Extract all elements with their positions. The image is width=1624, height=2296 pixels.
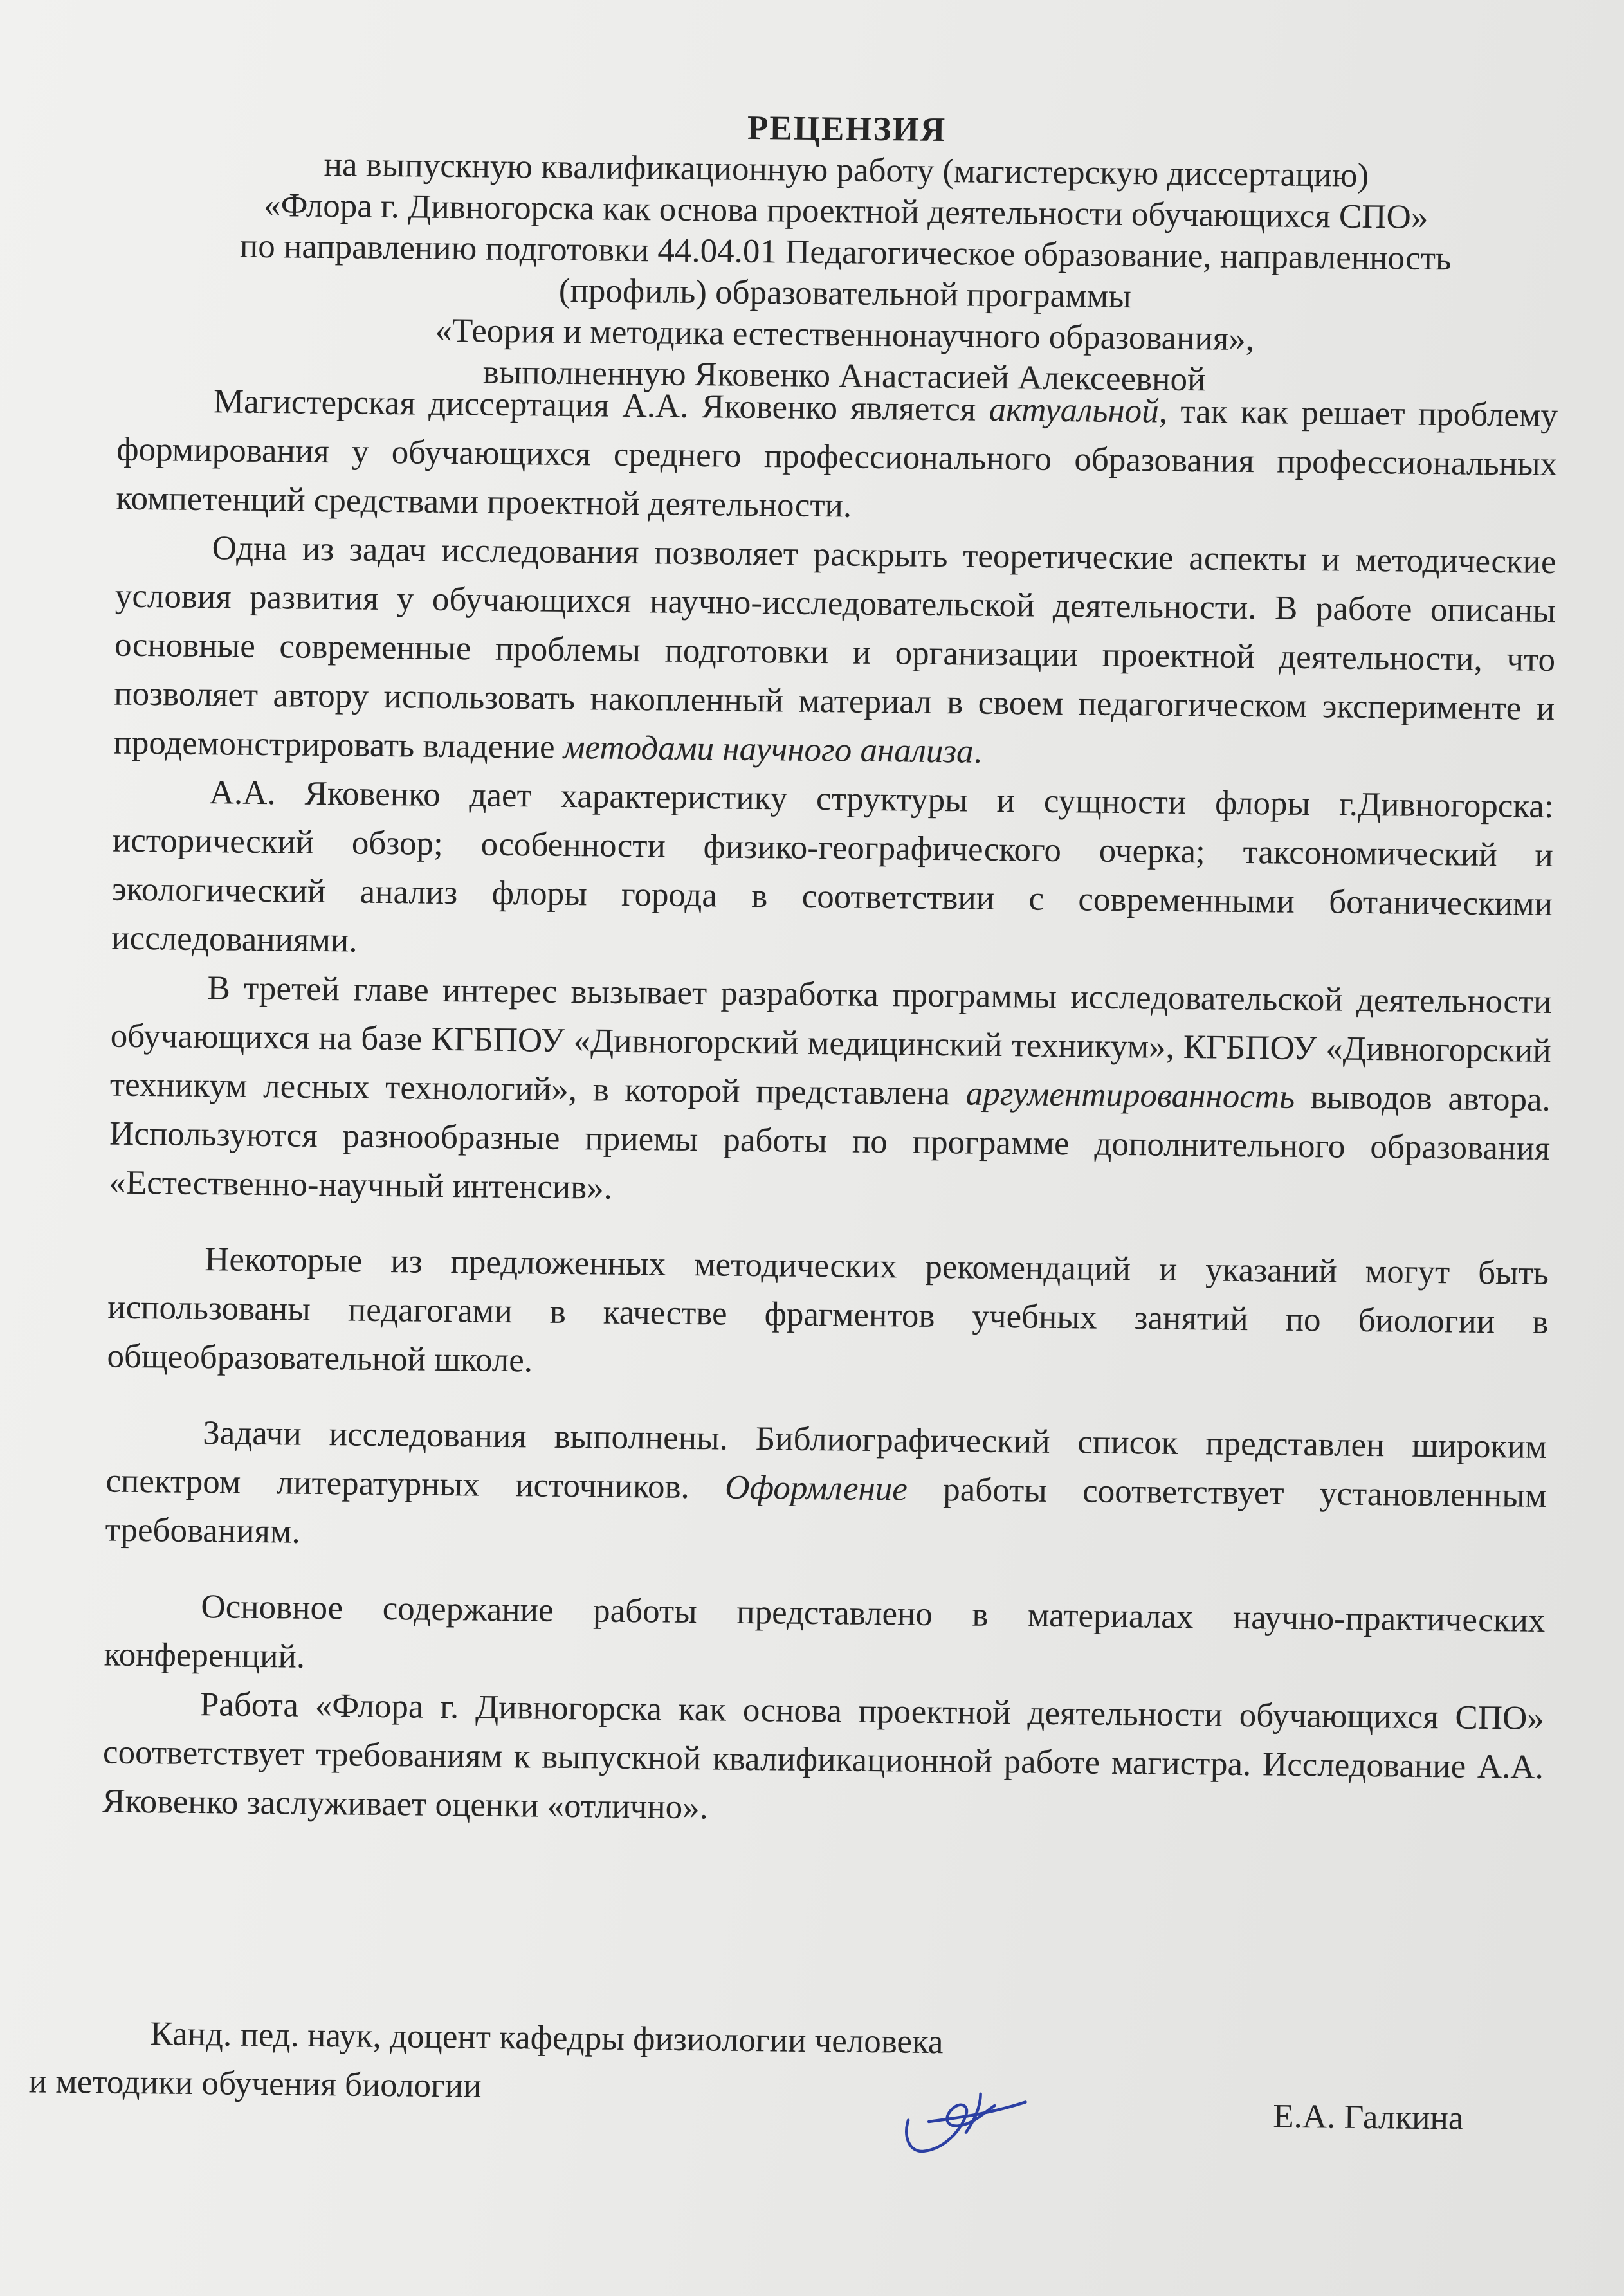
header-line-direction: по направлению подготовки 44.04.01 Педагогическое образование, направленность: [239, 227, 1452, 278]
text-run: Основное содержание работы представлено в материалах научно-практических конференций.: [104, 1588, 1546, 1675]
document-title: РЕЦЕНЗИЯ: [747, 109, 947, 149]
emphasis-text: методами научного анализа: [563, 728, 974, 770]
document-header: [156, 101, 1535, 403]
text-run: Работа «Флора г. Дивногорска как основа проектной деятельности обучающихся СПО» соответствует требованиям к выпускной квалификационной работе магистра. Исследование А.А. Яковенко заслуживает оценки «отлично».: [102, 1686, 1545, 1827]
paragraph-flora: [111, 767, 1554, 978]
paragraph-conferences: [104, 1581, 1545, 1694]
header-line-subject: на выпускную квалификационную работу (магистерскую диссертацию): [324, 145, 1369, 194]
text-run: так как решает проблему формирования у обучающихся среднего профессионального образования профессиональных компетенций средствами проектной деятельности.: [116, 392, 1558, 525]
paragraph-recommendations: [107, 1234, 1549, 1396]
paragraph-completion: [105, 1408, 1547, 1569]
emphasis-text: актуальной,: [989, 390, 1168, 430]
text-run: Одна из задач исследования позволяет раскрыть теоретические аспекты и методические условия развития у обучающихся научно-исследовательской деятельности. В работе описаны основные современные проблемы подготовки и организации проектной деятельности, что позволяет автору использовать накопленный материал в своем педагогическом эксперименте и продемонстрировать владение: [113, 529, 1556, 766]
paragraph-relevance: [116, 376, 1558, 538]
signature-block: [28, 2008, 1547, 2165]
reviewer-position-line1: Канд. пед. наук, доцент кафедры физиологии человека: [150, 2015, 944, 2061]
text-run: выводов автора. Используются разнообразные приемы работы по программе дополнительного образования «Естественно-научный интенсив».: [109, 1078, 1551, 1207]
header-line-program: «Теория и методика естественнонаучного образования»,: [435, 311, 1255, 358]
header-line-author: выполненную Яковенко Анастасией Алексеевной: [482, 353, 1206, 399]
text-run: Магистерская диссертация А.А. Яковенко является: [213, 383, 989, 428]
review-body: [102, 376, 1558, 1841]
text-run: А.А. Яковенко дает характеристику структуры и сущности флоры г.Дивногорска: исторический обзор; особенности физико-географического очерка; таксономический и экологический анализ флоры города в соответствии с современными ботаническими исследованиями.: [111, 774, 1554, 960]
paragraph-tasks: [113, 523, 1556, 782]
text-run: работы соответствует установленным требованиям.: [105, 1470, 1547, 1551]
handwritten-signature: [884, 2075, 1039, 2160]
paragraph-conclusion: [102, 1679, 1544, 1841]
text-run: Задачи исследования выполнены. Библиографический список представлен широким спектром литературных источников.: [105, 1414, 1547, 1506]
header-line-profile: (профиль) образовательной программы: [558, 271, 1132, 316]
signature-stroke: [906, 2093, 1026, 2153]
text-run: Некоторые из предложенных методических рекомендаций и указаний могут быть использованы педагогами в качестве фрагментов учебных занятий по биологии в общеобразовательной школе.: [107, 1241, 1549, 1380]
text-run: В третей главе интерес вызывает разработка программы исследовательской деятельности обучающихся на базе КГБПОУ «Дивногорский медицинский техникум», КГБПОУ «Дивногорский техникум лесных технологий», в которой представлена: [109, 969, 1552, 1113]
paragraph-third-chapter: [109, 963, 1552, 1222]
emphasis-text: аргументированность: [965, 1075, 1295, 1116]
emphasis-text: Оформление: [724, 1468, 908, 1508]
header-line-thesis-title: «Флора г. Дивногорска как основа проектной деятельности обучающихся СПО»: [263, 187, 1428, 236]
reviewer-position-line2: и методики обучения биологии: [28, 2063, 482, 2105]
reviewer-name: Е.А. Галкина: [1272, 2097, 1464, 2137]
text-run: .: [973, 733, 983, 770]
